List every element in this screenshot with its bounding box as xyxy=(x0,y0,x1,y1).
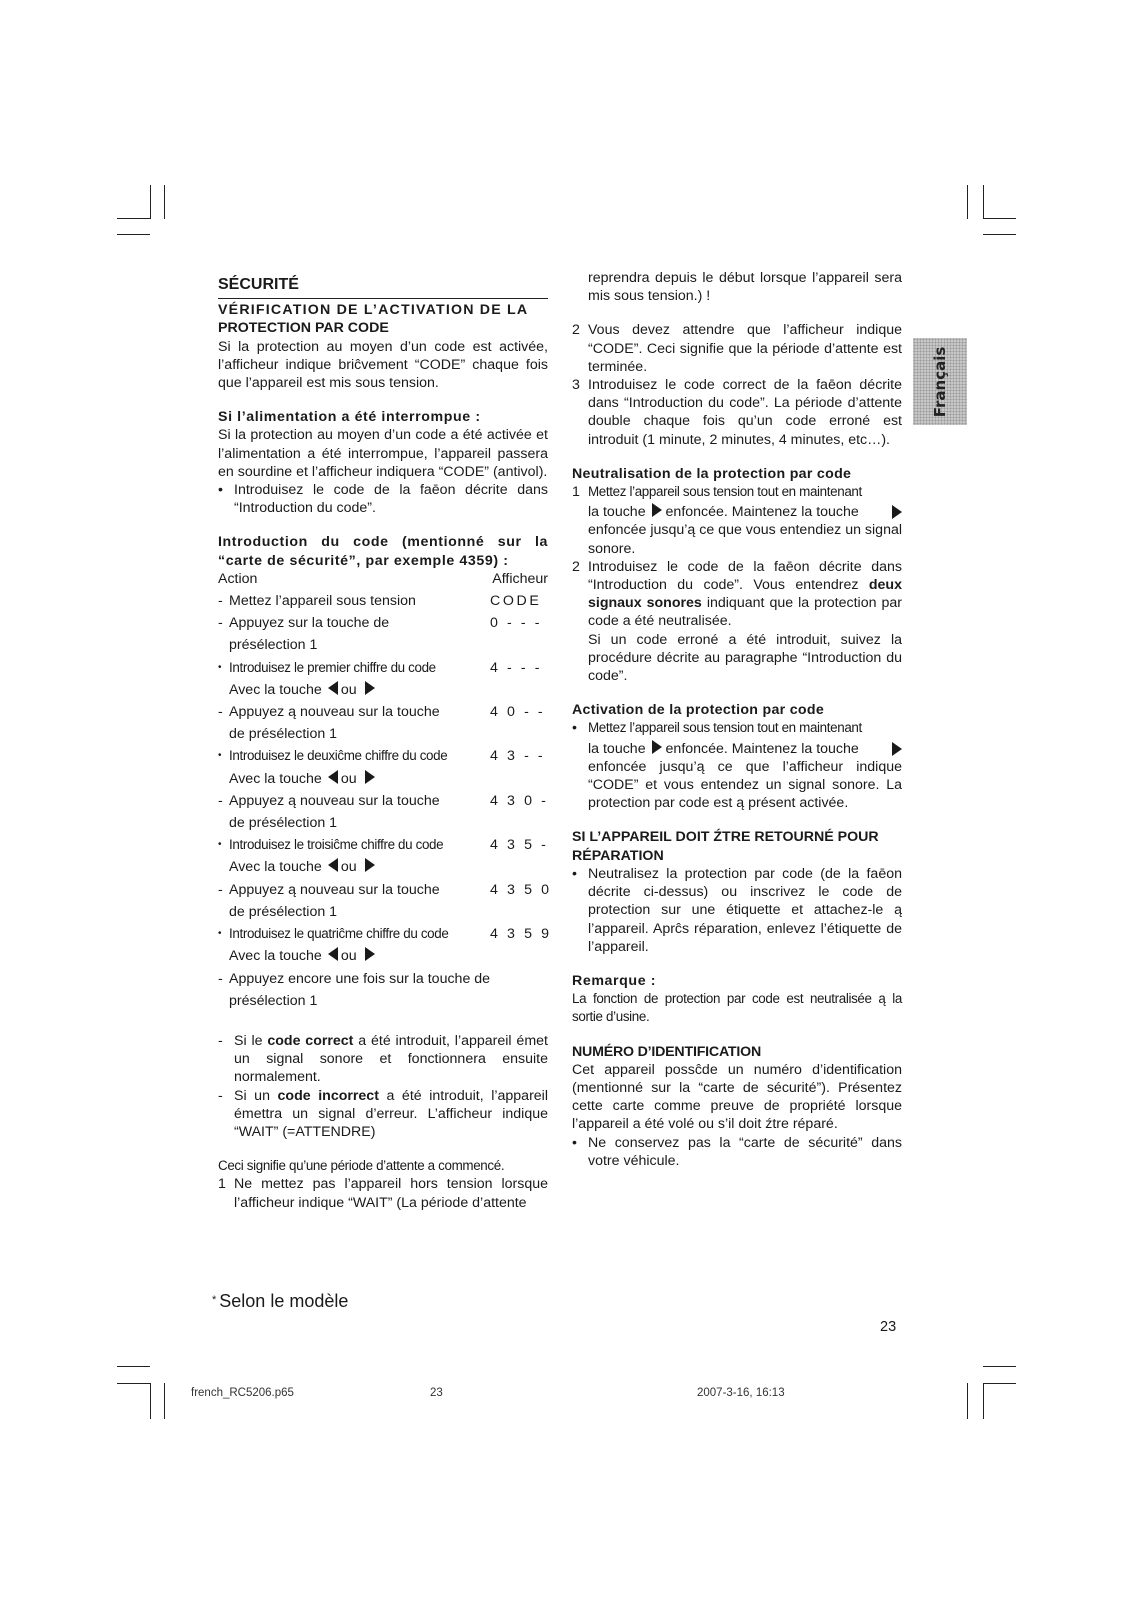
wait-item-1: 1 Ne mettez pas l’appareil hors tension lorsque l’afficheur indique “WAIT” (La période d’attente xyxy=(218,1176,548,1211)
crop-mark xyxy=(117,234,150,235)
wait-item-3-text: Introduisez le code correct de la faēon décrite dans “Introduction du code”. La période d’attente double chaque fois qu’un code erroné est introduit (1 minute, 2 minutes, 4 minutes, etc…). xyxy=(588,377,902,448)
step-display-value: 4 3 - - xyxy=(490,748,546,765)
step-display-value: 0 - - - xyxy=(490,615,543,632)
step-marker: • xyxy=(218,750,222,762)
left-arrow-icon xyxy=(328,947,338,961)
step-action: Introduisez le deuxiĉme chiffre du code xyxy=(229,748,448,764)
step-display-value: 4 - - - xyxy=(490,659,543,676)
verif-heading xyxy=(218,301,548,319)
wait-item-2-text: Vous devez attendre que l’afficheur indique “CODE”. Ceci signifie que la période d’attente est terminée. xyxy=(588,322,902,375)
wait-item-1-cont-text: reprendra depuis le début lorsque l’appareil sera mis sous tension.) ! xyxy=(588,270,902,305)
left-arrow-icon xyxy=(328,858,338,872)
right-arrow-icon xyxy=(365,947,375,961)
right-arrow-icon xyxy=(365,858,375,872)
step-arrow-line: Avec la touche ou xyxy=(229,947,548,965)
step-action: Mettez l’appareil sous tension xyxy=(229,593,416,610)
crop-mark xyxy=(164,1383,165,1419)
code-step-row xyxy=(218,703,548,743)
footer-date: 2007-3-16, 16:13 xyxy=(697,1387,785,1399)
left-column xyxy=(218,276,552,1212)
activation-item: • Mettez l’appareil sous tension tout en maintenant la touche enfoncée. Maintenez la touche enfoncée jusqu’ą ce que l’afficheur indique “CODE” et vous entendez un signal sonore. La protection par code est ą présent activée. xyxy=(572,720,902,812)
code-step-row xyxy=(218,592,548,610)
step-marker: • xyxy=(218,661,222,673)
power-heading: Si l’alimentation a été interrompue : xyxy=(218,409,481,426)
code-step-row xyxy=(218,881,552,921)
neutral-item-2: 2 Introduisez le code de la faēon décrite dans “Introduction du code”. Vous entendrez deux signaux sonores indiquant que la protection par code a été neutralisée. Si un code erroné a été introduit, suivez la procédure décrite au paragraphe “Introduction du code”. xyxy=(572,558,903,685)
code-step-row xyxy=(218,614,548,654)
neutral-heading: Neutralisation de la protection par code xyxy=(572,465,852,482)
wait-item-1-text: Ne mettez pas l’appareil hors tension lorsque l’afficheur indique “WAIT” (La période d’attente xyxy=(234,1176,548,1211)
crop-mark xyxy=(117,218,150,219)
crop-mark xyxy=(983,1366,1016,1367)
wait-item-2: 2 Vous devez attendre que l’afficheur indique “CODE”. Ceci signifie que la période d’attente est terminée. xyxy=(572,322,902,375)
intro-heading: Introduction du code (mentionné sur la “carte de sécurité”, par exemple 4359) : xyxy=(218,534,548,569)
step-display-value: CODE xyxy=(490,593,542,610)
verif-text: Si la protection au moyen d’un code est activée, l’afficheur indique briĉvement “CODE” chaque fois que l’appareil est mis sous tension. xyxy=(218,338,548,392)
repair-heading: SI L’APPAREIL DOIT ŹTRE RETOURNÉ POUR RÉPARATION xyxy=(572,829,879,864)
language-tab-label: Français xyxy=(930,346,949,417)
step-marker: • xyxy=(218,928,222,940)
wait-item-3: 3 Introduisez le code correct de la faēon décrite dans “Introduction du code”. La période d’attente double chaque fois qu’un code erroné est introduit (1 minute, 2 minutes, 4 minutes, etc…). xyxy=(572,377,902,448)
step-action: Appuyez ą nouveau sur la touche xyxy=(229,792,440,809)
step-marker: - xyxy=(218,704,223,721)
step-action-line2: présélection 1 xyxy=(229,637,318,654)
left-arrow-icon xyxy=(328,681,338,695)
step-action-line2: de présélection 1 xyxy=(229,903,338,920)
step-action-line2: de présélection 1 xyxy=(229,726,338,743)
step-marker: - xyxy=(218,593,223,610)
step-action-line2: de présélection 1 xyxy=(229,815,338,832)
col-display-label: Afficheur xyxy=(492,570,548,587)
page-number: 23 xyxy=(880,1319,897,1335)
step-marker: - xyxy=(218,615,223,632)
incorrect-code-item: - Si un code incorrect a été introduit, l’appareil émettra un signal d’erreur. L’afficheur indique “WAIT” (=ATTENDRE) xyxy=(218,1087,548,1140)
note-heading: Remarque : xyxy=(572,972,657,989)
code-table-header xyxy=(218,570,548,588)
step-display-value: 4 3 5 0 xyxy=(490,881,552,898)
step-action: Appuyez ą nouveau sur la touche xyxy=(229,704,440,721)
language-tab xyxy=(913,338,967,425)
code-step-row xyxy=(218,970,548,1010)
step-action: Appuyez sur la touche de xyxy=(229,615,390,632)
crop-mark xyxy=(150,1383,151,1419)
step-marker: - xyxy=(218,881,223,898)
right-arrow-icon xyxy=(652,503,662,517)
step-action: Introduisez le troisiĉme chiffre du code xyxy=(229,837,444,853)
id-heading: NUMÉRO D’IDENTIFICATION xyxy=(572,1043,762,1060)
code-step-row xyxy=(218,792,548,832)
step-display-value: 4 3 0 - xyxy=(490,792,549,809)
step-marker: - xyxy=(218,970,223,987)
right-arrow-icon xyxy=(892,742,902,756)
footer-page: 23 xyxy=(430,1387,443,1399)
code-step-row xyxy=(218,747,548,787)
code-step-row xyxy=(218,659,548,699)
repair-text: Neutralisez la protection par code (de la faēon décrite ci-dessus) ou inscrivez le code de protection sur une étiquette et attachez-le ą l’appareil. Aprĉs réparation, enlevez l’étiquette de l’appareil. xyxy=(588,865,902,955)
right-arrow-icon xyxy=(365,770,375,784)
neutral-item-2-extra: Si un code erroné a été introduit, suivez la procédure décrite au paragraphe “Introduction du code”. xyxy=(588,631,902,685)
note-text: La fonction de protection par code est neutralisée ą la sortie d’usine. xyxy=(572,991,902,1025)
right-column xyxy=(572,269,902,1170)
step-display-value: 4 0 - - xyxy=(490,704,546,721)
step-action: Introduisez le quatriĉme chiffre du code xyxy=(229,926,449,942)
footer-file: french_RC5206.p65 xyxy=(191,1387,294,1399)
power-bullet: • Introduisez le code de la faēon décrite dans “Introduction du code”. xyxy=(218,482,548,517)
footnote xyxy=(212,1291,348,1310)
wait-item-1-continued xyxy=(572,269,902,305)
code-step-row xyxy=(218,925,552,965)
verif-heading-line1: VÉRIFICATION DE L’ACTIVATION DE LA xyxy=(218,302,529,319)
footnote-star: * xyxy=(212,1294,217,1306)
step-marker: • xyxy=(218,839,222,851)
step-arrow-line: Avec la touche ou xyxy=(229,681,548,699)
crop-mark xyxy=(983,1383,984,1419)
crop-mark xyxy=(117,1383,150,1384)
step-display-value: 4 3 5 9 xyxy=(490,926,552,943)
power-bullet-text: Introduisez le code de la faēon décrite dans “Introduction du code”. xyxy=(234,482,548,517)
footnote-text: Selon le modèle xyxy=(219,1291,349,1311)
step-arrow-line: Avec la touche ou xyxy=(229,770,548,788)
right-arrow-icon xyxy=(892,505,902,519)
crop-mark xyxy=(150,185,151,219)
code-step-row xyxy=(218,836,548,876)
right-arrow-icon xyxy=(652,740,662,754)
crop-mark xyxy=(983,234,1016,235)
code-steps-table xyxy=(218,592,552,1010)
step-display-value: 4 3 5 - xyxy=(490,837,549,854)
crop-mark xyxy=(117,1366,150,1367)
wait-text: Ceci signifie qu’une période d’attente a commencé. xyxy=(218,1158,505,1174)
id-text: Cet appareil possĉde un numéro d’identification (mentionné sur la “carte de sécurité”). Présentez cette carte comme preuve de propriété lorsque l’appareil a été volé ou s’il doit źtre réparé. xyxy=(572,1061,902,1133)
step-marker: - xyxy=(218,792,223,809)
power-text: Si la protection au moyen d’un code a été activée et l’alimentation a été interrompue, l’appareil passera en sourdine et l’afficheur indiquera “CODE” (antivol). xyxy=(218,427,548,480)
neutral-item-1: 1 Mettez l’appareil sous tension tout en maintenant la touche enfoncée. Maintenez la touche enfoncée jusqu’ą ce que vous entendiez un signal sonore. xyxy=(572,484,902,557)
crop-mark xyxy=(983,185,984,219)
activation-heading: Activation de la protection par code xyxy=(572,702,825,719)
id-bullet: • Ne conservez pas la “carte de sécurité” dans votre véhicule. xyxy=(572,1134,902,1169)
crop-mark xyxy=(983,218,1016,219)
correct-code-item: - Si le code correct a été introduit, l’appareil émet un signal sonore et fonctionnera ensuite normalement. xyxy=(218,1032,548,1086)
col-action-label: Action xyxy=(218,570,258,587)
left-arrow-icon xyxy=(328,770,338,784)
id-bullet-text: Ne conservez pas la “carte de sécurité” dans votre véhicule. xyxy=(588,1134,902,1169)
step-action: Introduisez le premier chiffre du code xyxy=(229,659,436,675)
step-action: Appuyez ą nouveau sur la touche xyxy=(229,881,440,898)
step-action-line2: présélection 1 xyxy=(229,992,318,1009)
verif-heading-line2: PROTECTION PAR CODE xyxy=(218,320,389,337)
crop-mark xyxy=(967,185,968,219)
right-arrow-icon xyxy=(365,681,375,695)
section-title: SÉCURITÉ xyxy=(218,276,299,293)
title-rule xyxy=(218,298,548,299)
crop-mark xyxy=(967,1383,968,1419)
crop-mark xyxy=(164,185,165,219)
step-action: Appuyez encore une fois sur la touche de xyxy=(229,970,491,987)
crop-mark xyxy=(983,1383,1016,1384)
step-arrow-line: Avec la touche ou xyxy=(229,858,548,876)
repair-item: • Neutralisez la protection par code (de la faēon décrite ci-dessus) ou inscrivez le code de protection sur une étiquette et attachez-le ą l’appareil. Aprĉs réparation, enlevez l’étiquette de l’appareil. xyxy=(572,865,902,955)
